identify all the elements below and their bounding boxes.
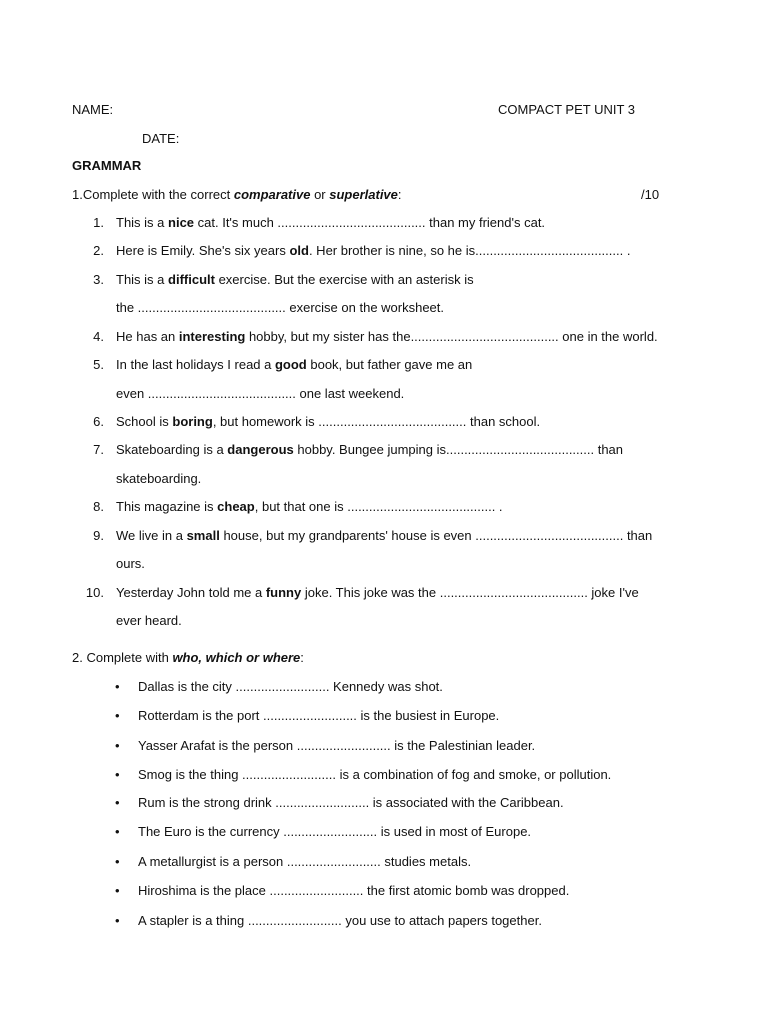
item-text: The Euro is the currency .......................... is used in most of Europe. (138, 824, 532, 839)
exercise1-score: /10 (641, 187, 660, 202)
item-text: Smog is the thing .......................... is a combination of fog and smoke, or pollution. (138, 767, 612, 782)
item-number: 10. (85, 585, 104, 600)
item-text: This is a difficult exercise. But the exercise with an asterisk is (116, 272, 474, 287)
item-text: A metallurgist is a person .......................... studies metals. (138, 854, 472, 869)
exercise2-instruction: 2. Complete with who, which or where: (72, 650, 304, 665)
date-label: DATE: (142, 131, 180, 146)
item-text: Skateboarding is a dangerous hobby. Bungee jumping is......................................... than (116, 442, 624, 457)
item-number: 9. (93, 528, 104, 543)
item-text: This is a nice cat. It's much ......................................... than my friend's cat. (116, 215, 546, 230)
item-text: School is boring, but homework is ......................................... than school. (116, 414, 541, 429)
item-continuation: the ......................................... exercise on the worksheet. (116, 300, 445, 315)
item-number: 3. (93, 272, 104, 287)
item-text: Here is Emily. She's six years old. Her brother is nine, so he is......................................... . (116, 243, 631, 258)
item-text: Rotterdam is the port .......................... is the busiest in Europe. (138, 708, 500, 723)
bullet-icon: • (115, 708, 120, 723)
bullet-icon: • (115, 883, 120, 898)
item-number: 7. (93, 442, 104, 457)
item-number: 1. (93, 215, 104, 230)
item-continuation: even ......................................... one last weekend. (116, 386, 405, 401)
section-title: GRAMMAR (72, 158, 142, 173)
item-number: 4. (93, 329, 104, 344)
item-number: 2. (93, 243, 104, 258)
bullet-icon: • (115, 738, 120, 753)
bullet-icon: • (115, 679, 120, 694)
item-text: In the last holidays I read a good book, but father gave me an (116, 357, 473, 372)
item-text: A stapler is a thing .......................... you use to attach papers together. (138, 913, 542, 928)
item-number: 8. (93, 499, 104, 514)
item-text: Rum is the strong drink .......................... is associated with the Caribbean. (138, 795, 564, 810)
bullet-icon: • (115, 795, 120, 810)
item-text: Hiroshima is the place .......................... the first atomic bomb was dropped. (138, 883, 570, 898)
item-text: Yasser Arafat is the person .......................... is the Palestinian leader. (138, 738, 536, 753)
unit-title: COMPACT PET UNIT 3 (498, 102, 636, 117)
item-text: This magazine is cheap, but that one is ......................................... . (116, 499, 503, 514)
item-continuation: ours. (116, 556, 145, 571)
item-text: He has an interesting hobby, but my sister has the......................................... one in the world. (116, 329, 658, 344)
item-text: Dallas is the city .......................... Kennedy was shot. (138, 679, 443, 694)
item-number: 5. (93, 357, 104, 372)
item-text: We live in a small house, but my grandparents' house is even ......................................... than (116, 528, 653, 543)
exercise1-instruction: 1.Complete with the correct comparative or superlative: (72, 187, 402, 202)
item-text: Yesterday John told me a funny joke. This joke was the ......................................... joke I've (116, 585, 639, 600)
bullet-icon: • (115, 854, 120, 869)
item-number: 6. (93, 414, 104, 429)
item-continuation: ever heard. (116, 613, 182, 628)
item-continuation: skateboarding. (116, 471, 202, 486)
bullet-icon: • (115, 824, 120, 839)
name-label: NAME: (72, 102, 114, 117)
bullet-icon: • (115, 767, 120, 782)
bullet-icon: • (115, 913, 120, 928)
